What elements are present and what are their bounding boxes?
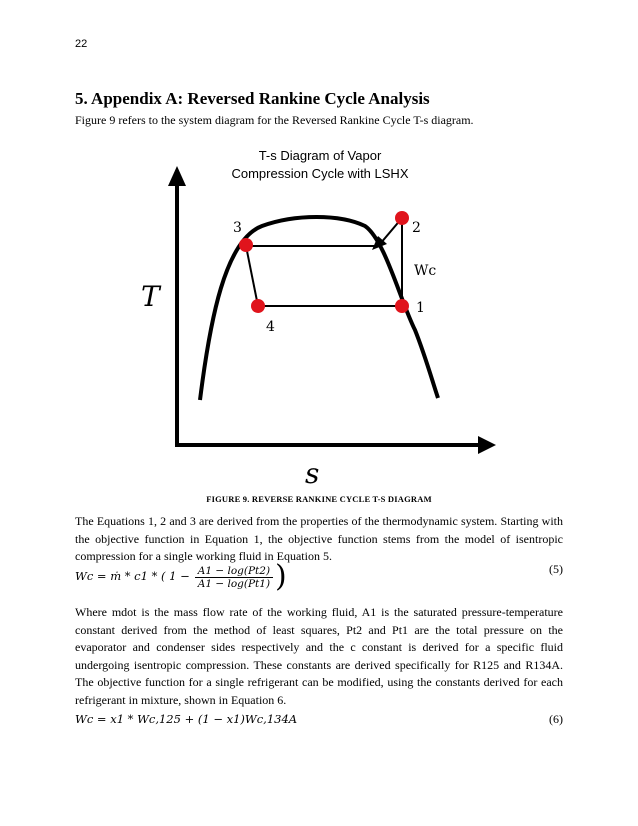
equation-5-number: (5) [549, 562, 563, 576]
figure-title-line2: Compression Cycle with LSHX [231, 166, 409, 181]
state-point-4 [251, 299, 265, 313]
label-point-1: 1 [416, 300, 425, 316]
intro-text: Figure 9 refers to the system diagram for the Reversed Rankine Cycle T-s diagram. [75, 113, 474, 127]
y-axis-label: T [141, 280, 160, 313]
equation-5-fraction [195, 565, 273, 590]
equation-5-lhs: Wc = ṁ * c1 * ( 1 − [75, 568, 190, 583]
equation-6-number: (6) [549, 712, 563, 726]
state-point-3 [239, 238, 253, 252]
equation-5-denominator: A1 − log(Pt1) [197, 577, 271, 590]
work-label: Wc [414, 263, 437, 279]
section-heading: 5. Appendix A: Reversed Rankine Cycle Analysis [75, 89, 430, 108]
figure-title-line1: T-s Diagram of Vapor [258, 148, 382, 163]
equation-5-numerator: A1 − log(Pt2) [195, 565, 273, 578]
page-number: 22 [75, 38, 88, 50]
state-point-1 [395, 299, 409, 313]
paragraph-2: Where mdot is the mass flow rate of the working fluid, A1 is the saturated pressure-temperature constant derived from the method of least squares, Pt2 and Pt1 are the total pressure on the evaporator and condenser sides respectively and the c constant is derived for a specific fluid undergoing isentropic compression. These constants are derived specifically for R125 and R134A. The objective function for a single refrigerant can be modified, using the constants derived for each refrigerant in mixture, shown in Equation 6. [75, 605, 563, 707]
equation-6 [75, 712, 563, 727]
label-point-2: 2 [412, 220, 421, 236]
equation-5 [75, 559, 563, 596]
x-axis-label: s [305, 457, 320, 490]
s-axis-arrow [478, 436, 496, 454]
equation-5-close-paren: ) [275, 559, 287, 594]
label-point-4: 4 [266, 319, 275, 335]
equation-6-text: Wc = x1 * Wc,125 + (1 − x1)Wc,134A [75, 712, 298, 726]
state-point-2 [395, 211, 409, 225]
ts-diagram [120, 140, 500, 490]
process-line-3-to-4 [246, 246, 258, 306]
label-point-3: 3 [233, 220, 242, 236]
figure-caption: FIGURE 9. REVERSE RANKINE CYCLE T-S DIAGRAM [206, 494, 432, 504]
paragraph-1: The Equations 1, 2 and 3 are derived from the properties of the thermodynamic system. Starting with the objective function in Equation 1, the objective function stems from the model of isentropic compression for a single working fluid in Equation 5. [75, 514, 563, 563]
t-axis-arrow [168, 166, 186, 186]
